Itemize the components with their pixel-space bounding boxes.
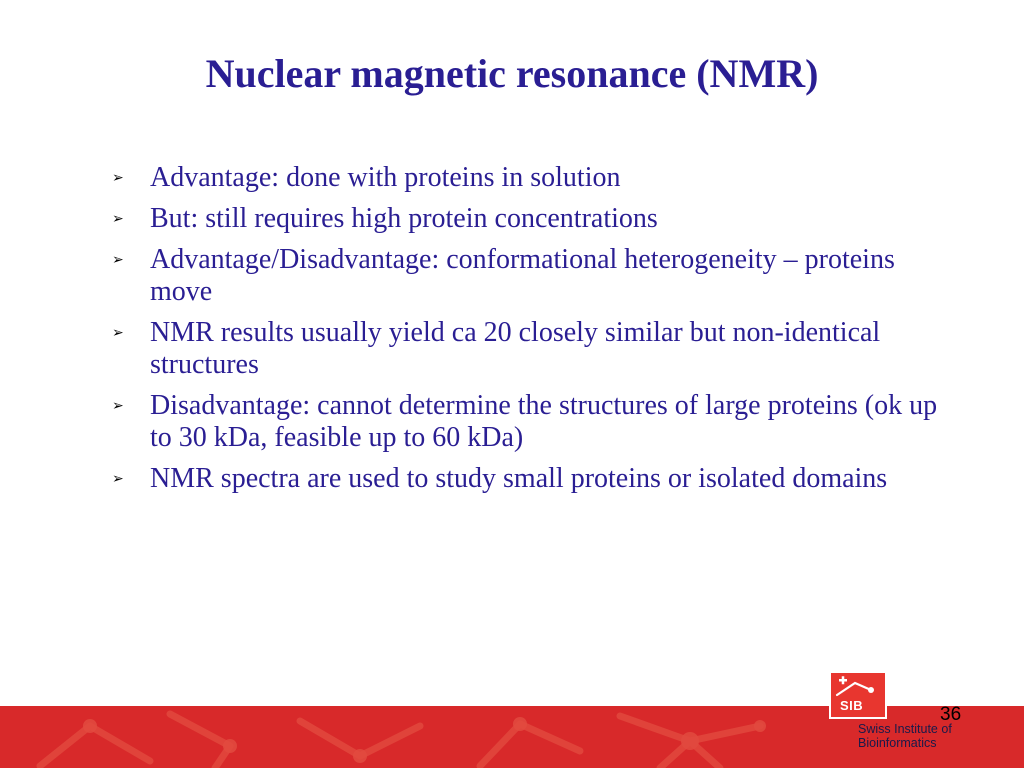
arrow-bullet-icon: ➢ — [112, 170, 124, 186]
bullet-item — [112, 203, 952, 235]
bullet-item — [112, 390, 952, 454]
arrow-bullet-icon: ➢ — [112, 398, 124, 414]
bullet-text: NMR results usually yield ca 20 closely similar but non-identical structures — [150, 317, 881, 380]
arrow-bullet-icon: ➢ — [112, 211, 124, 227]
bullet-item — [112, 463, 952, 495]
bullet-text: NMR spectra are used to study small proteins or isolated domains — [150, 463, 888, 494]
page-number: 36 — [940, 704, 962, 725]
bullet-text: Disadvantage: cannot determine the structures of large proteins (ok up to 30 kDa, feasible up to 60 kDa) — [150, 390, 938, 453]
org-name-line1: Swiss Institute of — [858, 722, 952, 736]
bullet-item — [112, 162, 952, 194]
organization-name — [858, 722, 952, 750]
bullet-text: Advantage/Disadvantage: conformational heterogeneity – proteins move — [150, 244, 895, 307]
org-name-line2: Bioinformatics — [858, 736, 937, 750]
bullet-item — [112, 317, 952, 381]
bullet-item — [112, 244, 952, 308]
sib-logo — [829, 671, 887, 719]
arrow-bullet-icon: ➢ — [112, 471, 124, 487]
logo-text: SIB — [840, 698, 864, 713]
arrow-bullet-icon: ➢ — [112, 252, 124, 268]
slide-title: Nuclear magnetic resonance (NMR) — [205, 51, 819, 96]
arrow-bullet-icon: ➢ — [112, 325, 124, 341]
bullet-list — [112, 162, 952, 504]
bullet-text: Advantage: done with proteins in solution — [150, 162, 621, 193]
bullet-text: But: still requires high protein concentrations — [150, 203, 658, 234]
